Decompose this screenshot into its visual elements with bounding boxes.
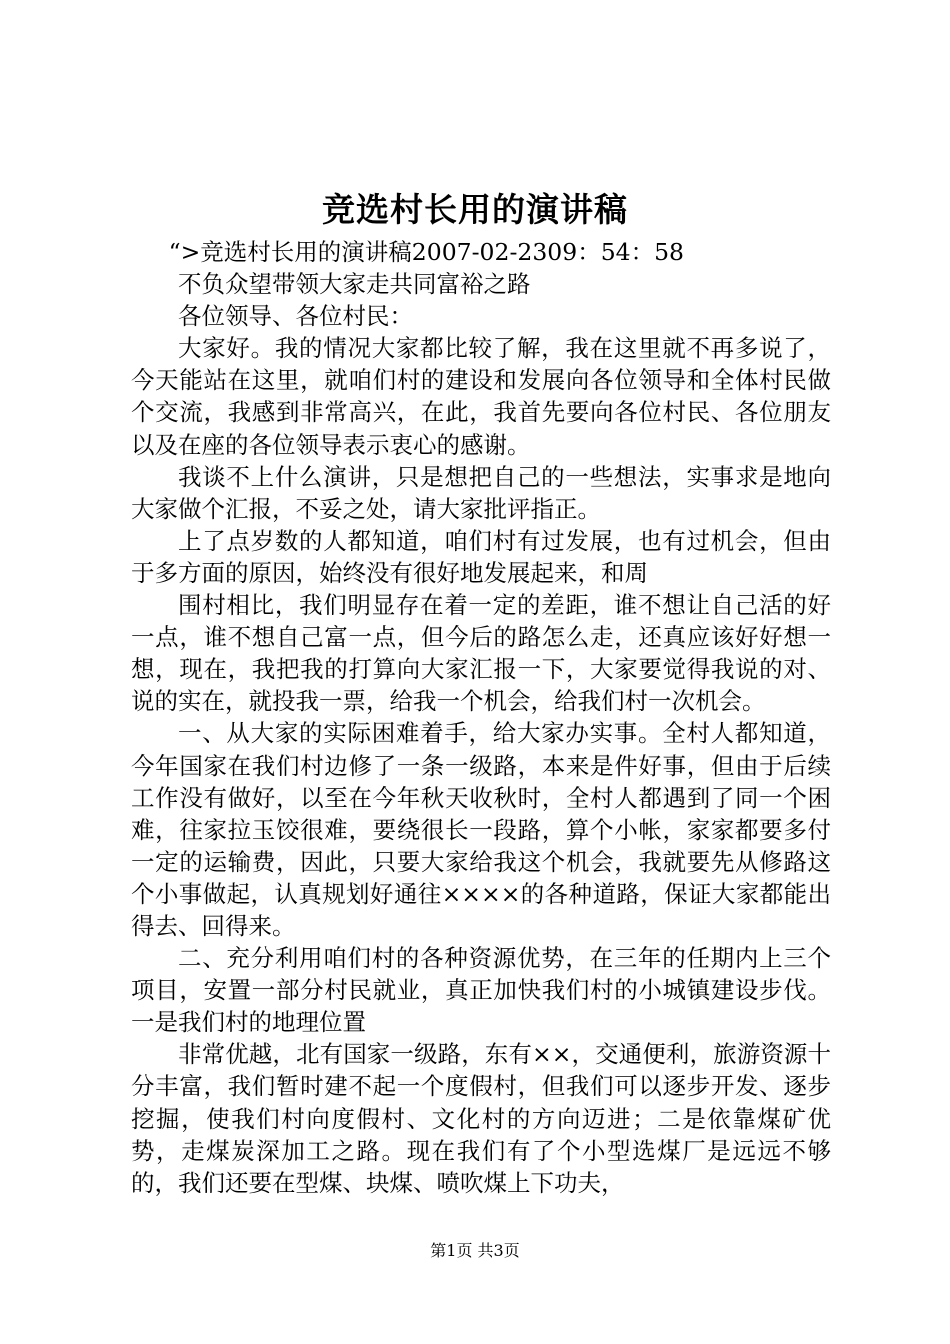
paragraph: 一、从大家的实际困难着手，给大家办实事。全村人都知道，今年国家在我们村边修了一条一级路，本来是件好事，但由于后续工作没有做好，以至在今年秋天收秋时，全村人都遇到了同一个困难，往家拉玉饺很难，要绕很长一段路，算个小帐，家家都要多付一定的运输费，因此，只要大家给我这个机会，我就要先从修路这个小事做起，认真规划好通往××××的各种道路，保证大家都能出得去、回得来。 <box>131 719 831 940</box>
paragraph-subtitle: 不负众望带领大家走共同富裕之路 <box>178 270 531 299</box>
page-footer: 第1页 共3页 <box>430 1241 520 1260</box>
paragraph: 上了点岁数的人都知道，咱们村有过发展，也有过机会，但由于多方面的原因，始终没有很好地发展起来，和周 <box>131 526 831 587</box>
paragraph: 二、充分利用咱们村的各种资源优势，在三年的任期内上三个项目，安置一部分村民就业，真正加快我们村的小城镇建设步伐。一是我们村的地理位置 <box>131 944 831 1037</box>
paragraph: 围村相比，我们明显存在着一定的差距，谁不想让自己活的好一点，谁不想自己富一点，但今后的路怎么走，还真应该好好想一想，现在，我把我的打算向大家汇报一下，大家要觉得我说的对、说的实在，就投我一票，给我一个机会，给我们村一次机会。 <box>131 591 831 716</box>
document-title: 竞选村长用的演讲稿 <box>322 190 628 229</box>
paragraph-header-line: “>竞选村长用的演讲稿2007-02-2309：54：58 <box>168 238 684 266</box>
paragraph: 非常优越，北有国家一级路，东有××，交通便利，旅游资源十分丰富，我们暂时建不起一个度假村，但我们可以逐步开发、逐步挖掘，使我们村向度假村、文化村的方向迈进；二是依靠煤矿优势，走煤炭深加工之路。现在我们有了个小型选煤厂是远远不够的，我们还要在型煤、块煤、喷吹煤上下功夫， <box>131 1040 831 1197</box>
paragraph: 大家好。我的情况大家都比较了解，我在这里就不再多说了，今天能站在这里，就咱们村的建设和发展向各位领导和全体村民做个交流，我感到非常高兴，在此，我首先要向各位村民、各位朋友以及在座的各位领导表示衷心的感谢。 <box>131 334 831 459</box>
document-body <box>131 236 831 1199</box>
paragraph-salutation: 各位领导、各位村民： <box>178 302 413 331</box>
paragraph: 我谈不上什么演讲，只是想把自己的一些想法，实事求是地向大家做个汇报，不妥之处，请大家批评指正。 <box>131 462 831 523</box>
